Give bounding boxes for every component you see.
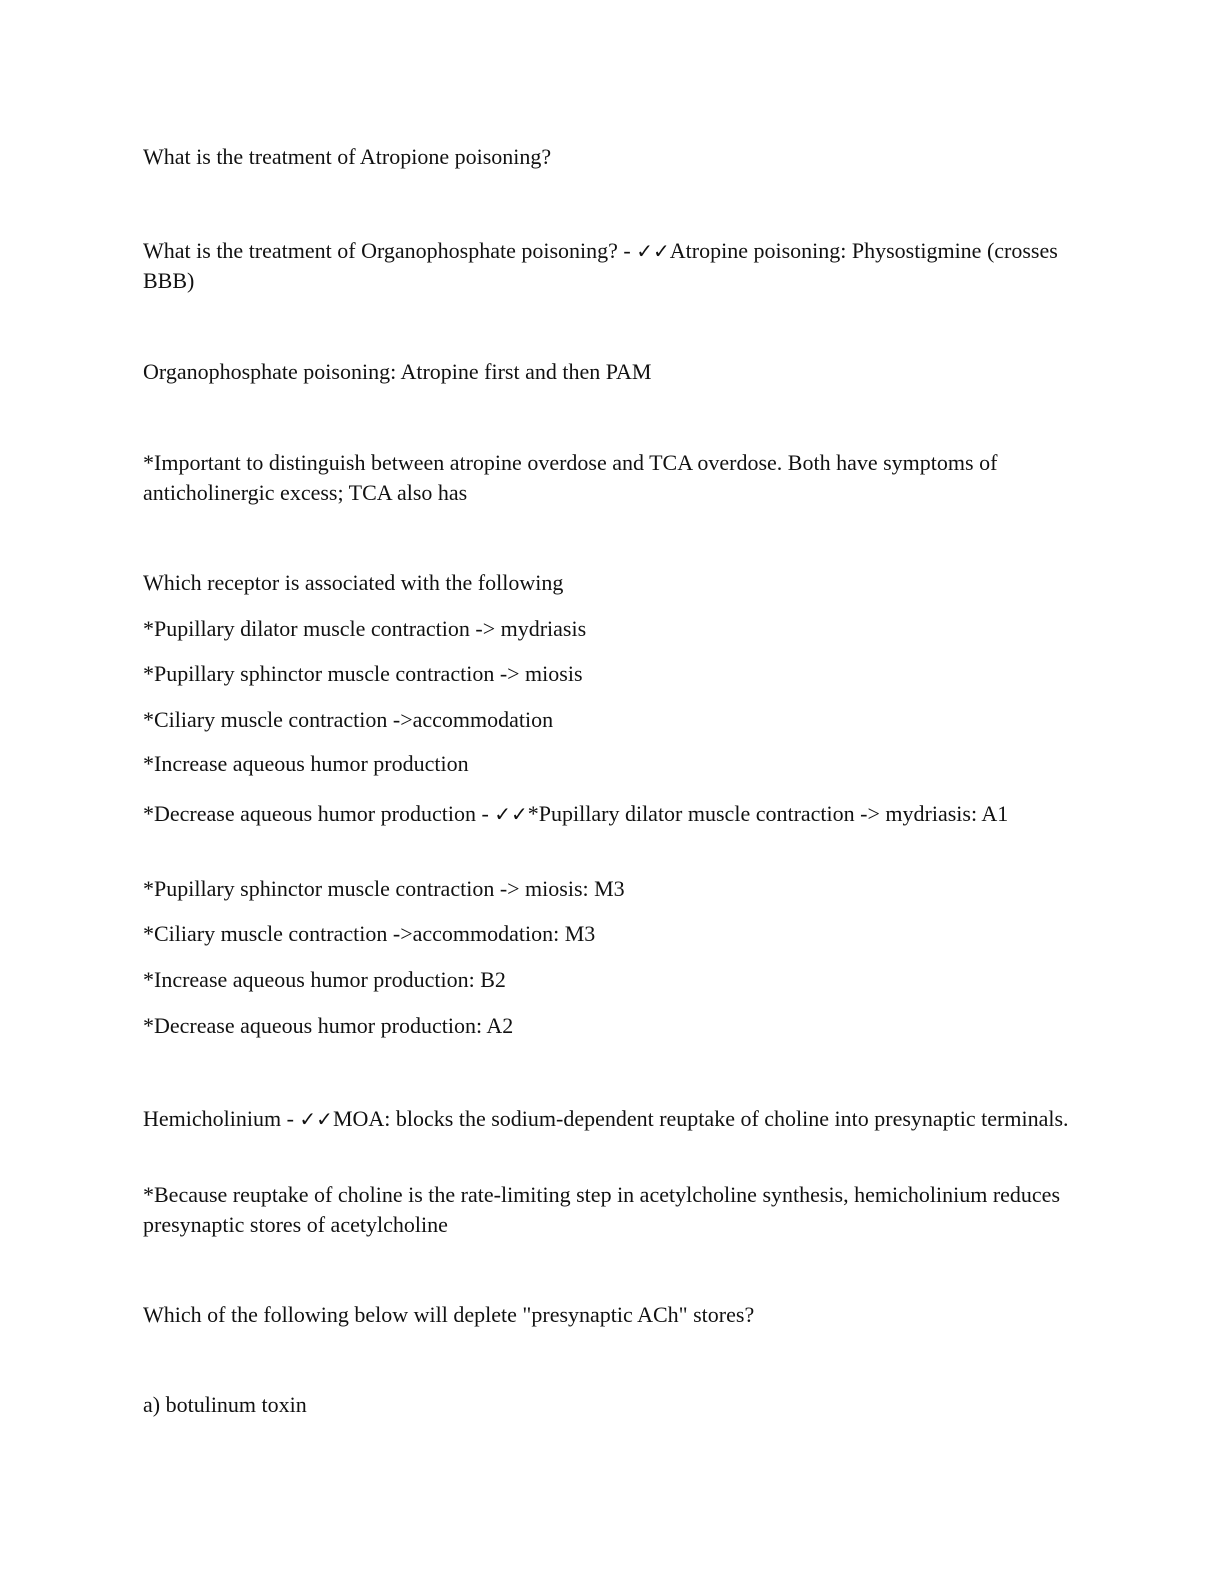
important-note: *Important to distinguish between atropine overdose and TCA overdose. Both have symptoms of anticholinergic excess; TCA also has [143,450,998,505]
receptor-answer: *Increase aqueous humor production: B2 [143,967,506,992]
hemicholinium-note: *Because reuptake of choline is the rate-limiting step in acetylcholine synthesis, hemicholinium reduces presynaptic stores of acetylcholine [143,1182,1061,1237]
question-prompt: What is the treatment of Organophosphate poisoning? - [143,238,637,263]
receptor-question-item: *Ciliary muscle contraction ->accommodation [143,707,554,732]
question-prompt: Hemicholinium - [143,1106,300,1131]
receptor-answer: *Decrease aqueous humor production: A2 [143,1013,514,1038]
receptor-question-last-item [143,799,1083,829]
receptor-question-item: *Increase aqueous humor production [143,751,469,776]
question-atropine-treatment: What is the treatment of Atropione poisoning? [143,144,552,169]
receptor-answer: *Ciliary muscle contraction ->accommodation: M3 [143,921,596,946]
deplete-question: Which of the following below will deplete "presynaptic ACh" stores? [143,1302,755,1327]
question-organophosphate-treatment [143,236,1083,296]
answer-text: MOA: blocks the sodium-dependent reuptake of choline into presynaptic terminals. [332,1106,1069,1131]
answer-text: *Pupillary dilator muscle contraction -> mydriasis: A1 [527,801,1009,826]
organophosphate-answer: Organophosphate poisoning: Atropine first and then PAM [143,359,652,384]
answer-option-a: a) botulinum toxin [143,1392,307,1417]
receptor-question-item: *Pupillary dilator muscle contraction -> mydriasis [143,616,587,641]
hemicholinium-question [143,1104,1083,1134]
receptor-question-intro: Which receptor is associated with the following [143,570,564,595]
answer-text: Atropine poisoning: Physostigmine (crosses BBB) [143,238,1058,293]
receptor-question-item: *Pupillary sphinctor muscle contraction -> miosis [143,661,583,686]
question-prompt: *Decrease aqueous humor production - [143,801,495,826]
check-icon: ✓✓ [299,1107,333,1131]
receptor-answer: *Pupillary sphinctor muscle contraction -> miosis: M3 [143,876,625,901]
check-icon: ✓✓ [494,802,528,826]
check-icon: ✓✓ [636,239,670,263]
